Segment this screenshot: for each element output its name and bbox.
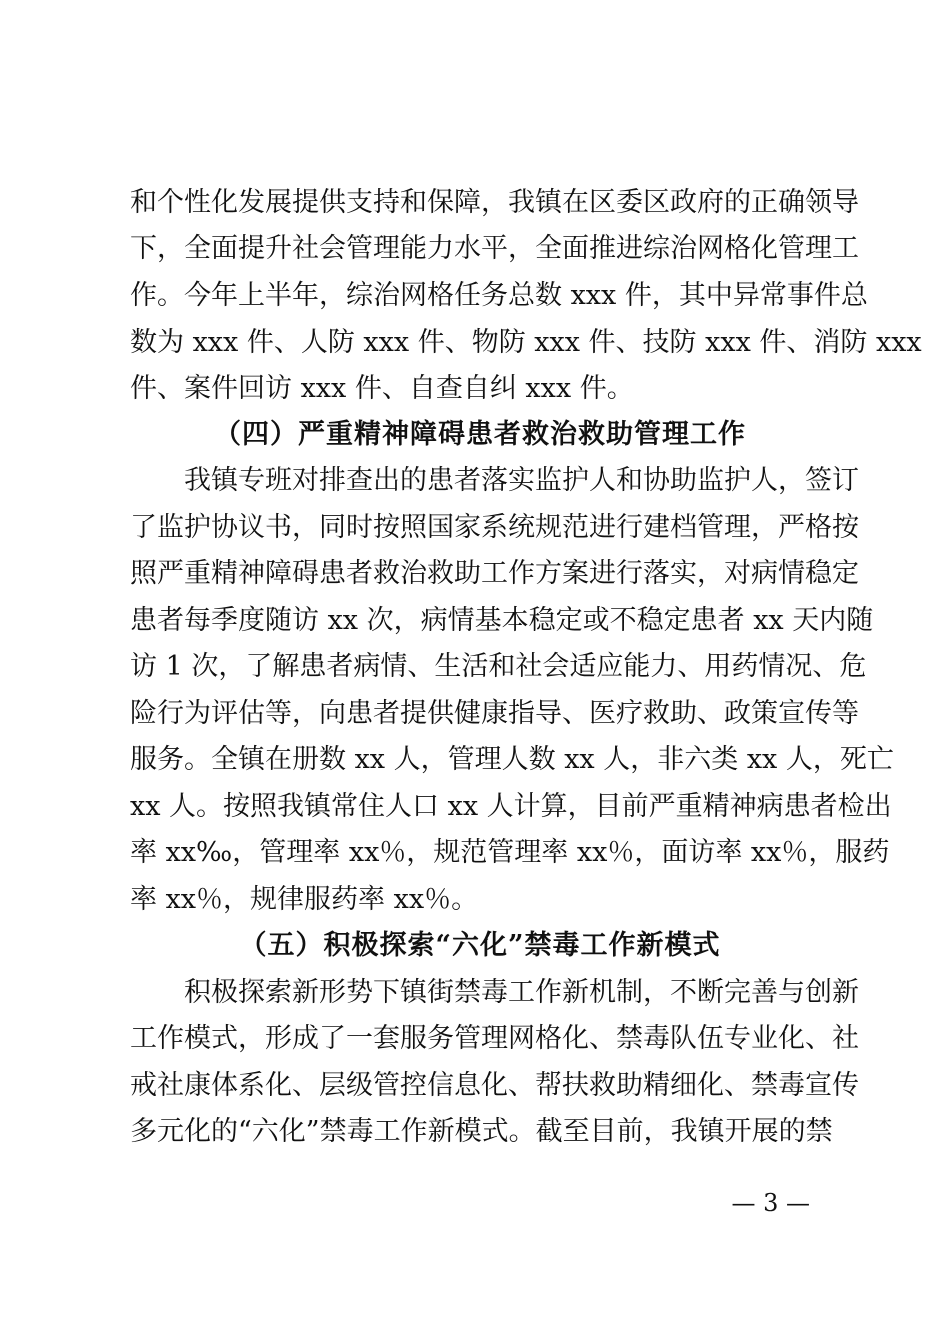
text-line: xx 人。按照我镇常住人口 xx 人计算，目前严重精神病患者检出 bbox=[130, 791, 892, 822]
text-line: 服务。全镇在册数 xx 人，管理人数 xx 人，非六类 xx 人，死亡 bbox=[130, 744, 894, 775]
text-line: 照严重精神障碍患者救治救助工作方案进行落实，对病情稳定 bbox=[130, 558, 859, 589]
section-heading-4: （四）严重精神障碍患者救治救助管理工作 bbox=[214, 419, 746, 450]
text-line: 了监护协议书，同时按照国家系统规范进行建档管理，严格按 bbox=[130, 512, 859, 543]
text-line: 率 xx％，规律服药率 xx％。 bbox=[130, 884, 479, 915]
text-line: 工作模式，形成了一套服务管理网格化、禁毒队伍专业化、社 bbox=[130, 1023, 859, 1054]
text-line: 访 1 次，了解患者病情、生活和社会适应能力、用药情况、危 bbox=[130, 651, 867, 682]
text-line: 件、案件回访 xxx 件、自查自纠 xxx 件。 bbox=[130, 373, 634, 404]
text-line: 戒社康体系化、层级管控信息化、帮扶救助精细化、禁毒宣传 bbox=[130, 1070, 859, 1101]
text-line: 数为 xxx 件、人防 xxx 件、物防 xxx 件、技防 xxx 件、消防 xxx bbox=[130, 327, 922, 358]
text-line: 险行为评估等，向患者提供健康指导、医疗救助、政策宣传等 bbox=[130, 698, 859, 729]
text-line: 率 xx‰，管理率 xx％，规范管理率 xx％，面访率 xx％，服药 bbox=[130, 837, 890, 868]
text-line: 下，全面提升社会管理能力水平，全面推进综治网格化管理工 bbox=[130, 233, 859, 264]
page-number: — 3 — bbox=[731, 1189, 810, 1217]
text-line: 和个性化发展提供支持和保障，我镇在区委区政府的正确领导 bbox=[130, 187, 859, 218]
text-line: 患者每季度随访 xx 次，病情基本稳定或不稳定患者 xx 天内随 bbox=[130, 605, 874, 636]
text-line: 我镇专班对排查出的患者落实监护人和协助监护人，签订 bbox=[184, 465, 859, 496]
section-heading-5: （五）积极探索“六化”禁毒工作新模式 bbox=[239, 930, 721, 961]
text-line: 作。今年上半年，综治网格任务总数 xxx 件，其中异常事件总 bbox=[130, 280, 868, 311]
text-line: 积极探索新形势下镇街禁毒工作新机制，不断完善与创新 bbox=[184, 977, 859, 1008]
text-line: 多元化的“六化”禁毒工作新模式。截至目前，我镇开展的禁 bbox=[130, 1116, 833, 1147]
